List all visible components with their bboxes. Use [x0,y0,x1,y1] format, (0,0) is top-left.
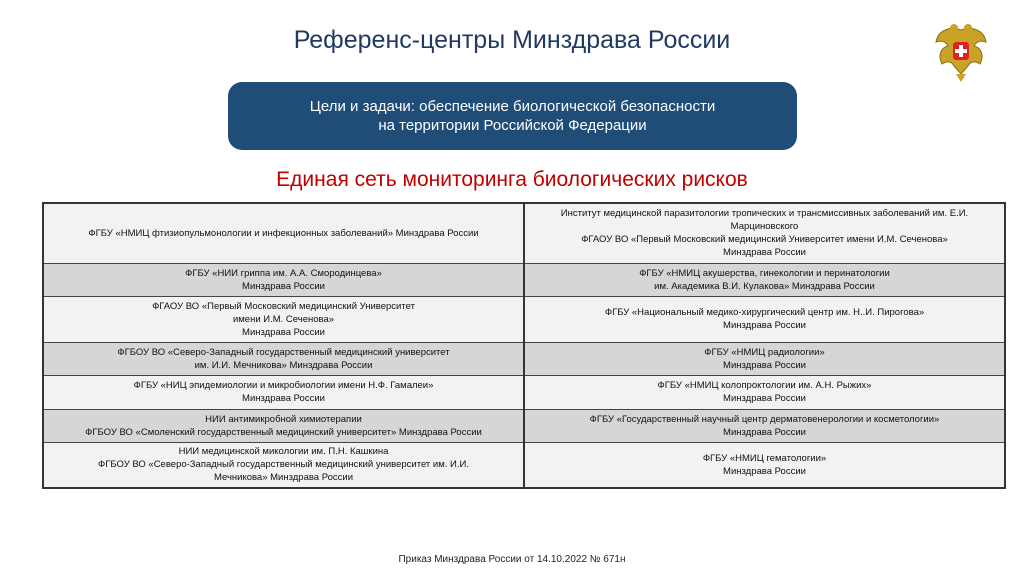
footer-note: Приказ Минздрава России от 14.10.2022 № 671н [398,554,626,565]
table-row [43,375,1005,409]
table-cell: ФГБУ «НМИЦ акушерства, гинекологии и перинатологии им. Академика В.И. Кулакова» Минздрава России [524,263,1005,296]
table-row [43,342,1005,375]
table-cell: НИИ антимикробной химиотерапии ФГБОУ ВО «Смоленский государственный медицинский университет» Минздрава России [43,409,524,442]
table-row [43,263,1005,296]
goals-banner: Цели и задачи: обеспечение биологической безопасности на территории Российской Федерации [228,82,797,150]
table-cell: ФГБУ «НМИЦ гематологии» Минздрава России [524,442,1005,488]
table-cell: ФГБОУ ВО «Северо-Западный государственный медицинский университет им. И.И. Мечникова» Минздрава России [43,342,524,375]
page-title: Референс-центры Минздрава России [293,26,731,54]
table-cell: Институт медицинской паразитологии тропических и трансмиссивных заболеваний им. Е.И. Марциновского ФГАОУ ВО «Первый Московский медицинский Университет имени И.М. Сеченова» Минздрава России [524,203,1005,263]
reference-centers-table [42,202,1006,489]
table-row [43,296,1005,342]
table-cell: ФГБУ «НИИ гриппа им. А.А. Смородинцева» Минздрава России [43,263,524,296]
table-row [43,442,1005,488]
table-cell: ФГБУ «НМИЦ радиологии» Минздрава России [524,342,1005,375]
table-cell: ФГБУ «Государственный научный центр дерматовенерологии и косметологии» Минздрава России [524,409,1005,442]
table-cell: ФГБУ «НМИЦ колопроктологии им. А.Н. Рыжих» Минздрава России [524,375,1005,409]
ministry-emblem-icon [932,20,990,84]
table-cell: ФГБУ «Национальный медико-хирургический центр им. Н..И. Пирогова» Минздрава России [524,296,1005,342]
table-cell: ФГБУ «НИЦ эпидемиологии и микробиологии имени Н.Ф. Гамалеи» Минздрава России [43,375,524,409]
table-cell: НИИ медицинской микологии им. П.Н. Кашкина ФГБОУ ВО «Северо-Западный государственный медицинский университет им. И.И. Мечникова» Минздрава России [43,442,524,488]
table-row [43,203,1005,263]
table-row [43,409,1005,442]
table-cell: ФГБУ «НМИЦ фтизиопульмонологии и инфекционных заболеваний» Минздрава России [43,203,524,263]
table-cell: ФГАОУ ВО «Первый Московский медицинский Университет имени И.М. Сеченова» Минздрава России [43,296,524,342]
section-subtitle: Единая сеть мониторинга биологических рисков [276,168,748,191]
